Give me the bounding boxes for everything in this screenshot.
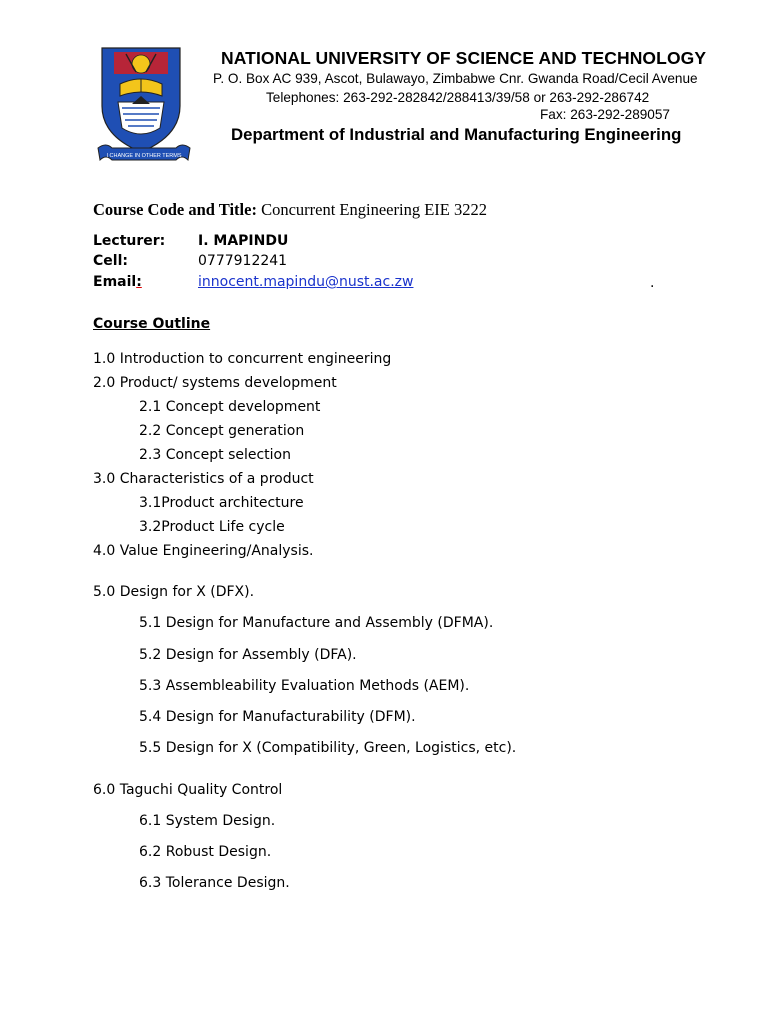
outline-subitem: 2.3 Concept selection (139, 447, 291, 463)
department-name: Department of Industrial and Manufacturing Engineering (231, 125, 682, 144)
crest-motto-text: I CHANGE IN OTHER TERMS (106, 153, 182, 159)
cell-number: 0777912241 (198, 253, 288, 269)
email-link[interactable]: innocent.mapindu@nust.ac.zw (198, 274, 414, 290)
outline-subitem: 3.2Product Life cycle (139, 519, 285, 535)
course-value: Concurrent Engineering EIE 3222 (261, 200, 487, 219)
outline-item: 4.0 Value Engineering/Analysis. (93, 543, 314, 559)
university-crest-logo (96, 44, 194, 168)
trailing-period: . (650, 275, 655, 291)
university-fax: Fax: 263-292-289057 (540, 107, 670, 122)
outline-item: 3.0 Characteristics of a product (93, 471, 314, 487)
outline-item: 5.0 Design for X (DFX). (93, 584, 255, 600)
outline-subitem: 5.3 Assembleability Evaluation Methods (AEM). (139, 678, 470, 694)
lecturer-row (93, 233, 288, 249)
cell-row (93, 253, 287, 269)
lecturer-name: I. MAPINDU (198, 233, 289, 249)
outline-subitem: 5.4 Design for Manufacturability (DFM). (139, 709, 416, 725)
university-telephones: Telephones: 263-292-282842/288413/39/58 or 263-292-286742 (266, 90, 650, 105)
email-colon: : (136, 274, 142, 290)
course-label: Course Code and Title: (93, 200, 257, 219)
outline-subitem: 6.2 Robust Design. (139, 844, 272, 860)
course-outline-heading: Course Outline (93, 316, 211, 332)
outline-item: 2.0 Product/ systems development (93, 375, 337, 391)
outline-subitem: 5.2 Design for Assembly (DFA). (139, 647, 357, 663)
course-code-title (93, 200, 487, 220)
outline-item: 6.0 Taguchi Quality Control (93, 782, 283, 798)
lecturer-label: Lecturer: (93, 233, 166, 249)
outline-subitem: 3.1Product architecture (139, 495, 304, 511)
outline-subitem: 6.3 Tolerance Design. (139, 875, 290, 891)
outline-subitem: 5.5 Design for X (Compatibility, Green, Logistics, etc). (139, 740, 517, 756)
outline-subitem: 2.2 Concept generation (139, 423, 305, 439)
cell-label: Cell: (93, 253, 128, 269)
email-row (93, 274, 413, 290)
outline-subitem: 2.1 Concept development (139, 399, 321, 415)
email-label: Email (93, 274, 137, 290)
university-address: P. O. Box AC 939, Ascot, Bulawayo, Zimbabwe Cnr. Gwanda Road/Cecil Avenue (213, 71, 698, 86)
university-name: NATIONAL UNIVERSITY OF SCIENCE AND TECHNOLOGY (221, 48, 707, 68)
outline-subitem: 5.1 Design for Manufacture and Assembly (DFMA). (139, 615, 494, 631)
outline-subitem: 6.1 System Design. (139, 813, 276, 829)
outline-item: 1.0 Introduction to concurrent engineering (93, 351, 392, 367)
